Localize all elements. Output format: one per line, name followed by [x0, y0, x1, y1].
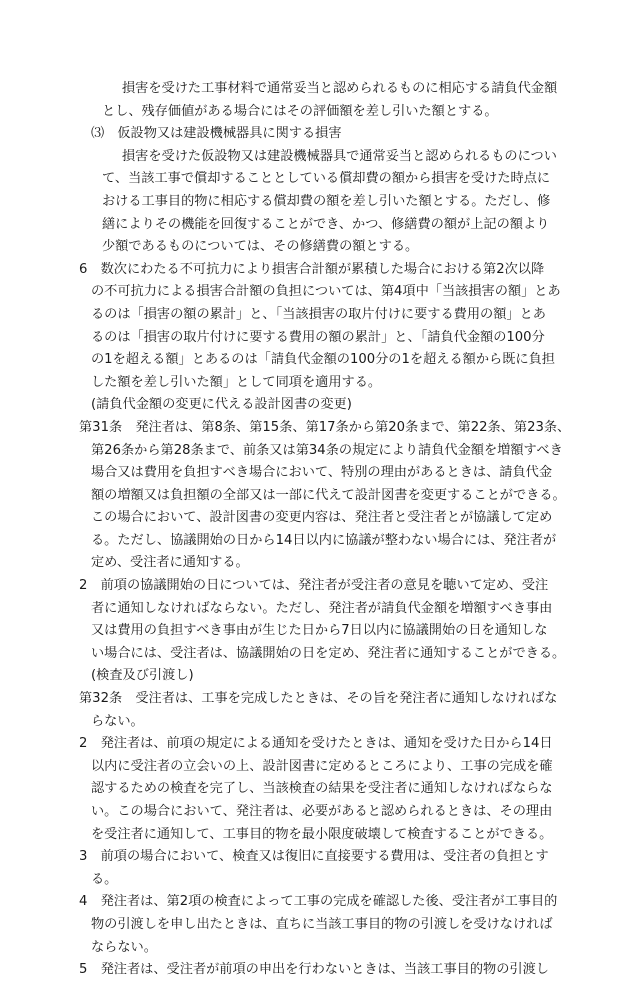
- text-line: 2 発注者は、前項の規定による通知を受けたときは、通知を受けた日から14日: [79, 736, 553, 752]
- text-line: (請負代金額の変更に代える設計図書の変更): [91, 397, 352, 413]
- text-line: この場合において、設計図書の変更内容は、発注者と受注者とが協議して定め: [91, 510, 553, 526]
- text-line: 3 前項の場合において、検査又は復旧に直接要する費用は、受注者の負担とす: [79, 849, 549, 865]
- text-line: 4 発注者は、第2項の検査によって工事の完成を確認した後、受注者が工事目的: [79, 894, 558, 910]
- text-line: した額を差し引いた額」として同項を適用する。: [91, 374, 382, 390]
- text-line: て、当該工事で償却することとしている償却費の額から損害を受けた時点に: [102, 171, 551, 187]
- text-line: おける工事目的物に相応する償却費の額を差し引いた額とする。ただし、修: [102, 193, 551, 209]
- text-line: ならない。: [91, 939, 157, 955]
- document-page: [0, 78, 630, 982]
- text-line: 定め、受注者に通知する。: [91, 555, 249, 571]
- text-line: 額の増額又は負担額の全部又は一部に代えて設計図書を変更することができる。: [91, 487, 566, 503]
- text-line: 第32条 受注者は、工事を完成したときは、その旨を発注者に通知しなければな: [79, 691, 558, 707]
- text-line: 以内に受注者の立会いの上、設計図書に定めるところにより、工事の完成を確: [91, 758, 553, 774]
- text-line: るのは「損害の額の累計」と、「当該損害の取片付けに要する費用の額」とあ: [91, 306, 546, 322]
- text-line: 第31条 発注者は、第8条、第15条、第17条から第20条まで、第22条、第23条、: [79, 419, 571, 435]
- text-line: る。: [91, 871, 118, 887]
- text-line: 2 前項の協議開始の日については、発注者が受注者の意見を聴いて定め、受注: [79, 578, 549, 594]
- text-line: (検査及び引渡し): [91, 668, 194, 684]
- text-line: の1を超える額」とあるのは「請負代金額の100分の1を超える額から既に負担: [91, 352, 555, 368]
- text-line: 場合又は費用を負担すべき場合において、特別の理由があるときは、請負代金: [91, 465, 553, 481]
- text-line: 少額であるものについては、その修繕費の額とする。: [102, 239, 419, 255]
- text-line: 第26条から第28条まで、前条又は第34条の規定により請負代金額を増額すべき: [91, 442, 563, 458]
- text-line: の不可抗力による損害合計額の負担については、第4項中「当該損害の額」とあ: [91, 284, 561, 300]
- text-line: 又は費用の負担すべき事由が生じた日から7日以内に協議開始の日を通知しな: [91, 623, 548, 639]
- text-line: 物の引渡しを申し出たときは、直ちに当該工事目的物の引渡しを受けなければ: [91, 916, 553, 932]
- document-body: [0, 78, 630, 982]
- text-line: 者に通知しなければならない。ただし、発注者が請負代金額を増額すべき事由: [91, 600, 553, 616]
- text-line: ⑶ 仮設物又は建設機械器具に関する損害: [91, 126, 342, 142]
- text-line: 損害を受けた工事材料で通常妥当と認められるものに相応する請負代金額: [122, 81, 558, 96]
- text-line: 認するための検査を完了し、当該検査の結果を受注者に通知しなければならな: [91, 781, 553, 797]
- text-line: るのは「損害の取片付けに要する費用の額の累計」と、「請負代金額の100分: [91, 329, 545, 345]
- text-line: らない。: [91, 713, 144, 729]
- text-line: い。この場合において、発注者は、必要があると認められるときは、その理由: [91, 804, 553, 819]
- text-line: る。ただし、協議開始の日から14日以内に協議が整わない場合には、発注者が: [91, 532, 557, 548]
- text-line: とし、残存価値がある場合にはその評価額を差し引いた額とする。: [102, 103, 498, 119]
- text-line: 5 発注者は、受注者が前項の申出を行わないときは、当該工事目的物の引渡し: [79, 962, 549, 978]
- text-line: を受注者に通知して、工事目的物を最小限度破壊して検査することができる。: [91, 826, 553, 842]
- text-line: い場合には、受注者は、協議開始の日を定め、発注者に通知することができる。: [91, 645, 566, 661]
- text-line: 繕によりその機能を回復することができ、かつ、修繕費の額が上記の額より: [102, 216, 550, 232]
- text-line: 6 数次にわたる不可抗力により損害合計額が累積した場合における第2次以降: [79, 261, 545, 277]
- text-line: 損害を受けた仮設物又は建設機械器具で通常妥当と認められるものについ: [122, 148, 557, 164]
